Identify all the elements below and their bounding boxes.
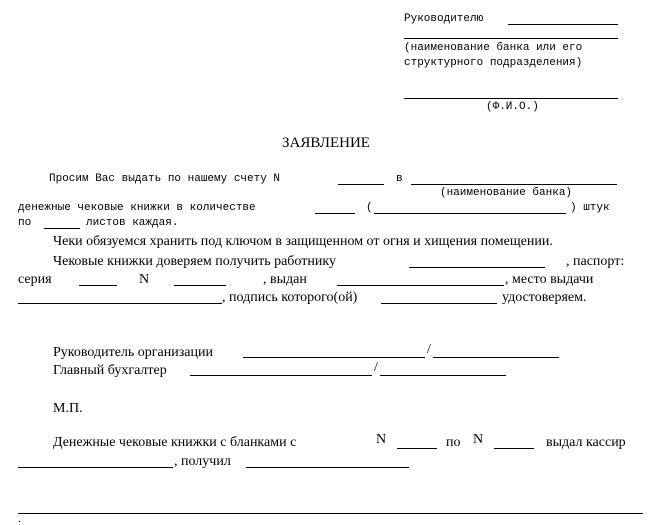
footer-dot: .: [18, 511, 21, 525]
passport-label: , паспорт:: [566, 254, 625, 269]
passport-number-field[interactable]: [174, 285, 226, 286]
passport-n-label: N: [139, 272, 150, 287]
sheets-field[interactable]: [44, 228, 80, 229]
signature-field[interactable]: [381, 303, 497, 304]
received-label: , получил: [174, 454, 231, 469]
account-number-field[interactable]: [338, 184, 384, 185]
head-name-field[interactable]: [508, 24, 618, 25]
cashier-field[interactable]: [18, 467, 173, 468]
fio-hint: (Ф.И.О.): [486, 101, 539, 113]
received-field[interactable]: [246, 467, 409, 468]
issue-n-from: N: [376, 432, 387, 447]
footer-divider: [18, 513, 643, 514]
paren-close-pieces: ) штук: [570, 202, 610, 214]
accountant-name-field[interactable]: [380, 375, 506, 376]
cashier-label: выдал кассир: [546, 435, 626, 450]
blank-from-field[interactable]: [397, 448, 437, 449]
request-in-word: в: [396, 173, 403, 185]
head-signature-field[interactable]: [243, 357, 425, 358]
accountant-signature-label: Главный бухгалтер: [53, 363, 167, 378]
quantity-field[interactable]: [315, 213, 355, 214]
bank-name-hint-2: структурного подразделения): [404, 57, 583, 69]
place-field[interactable]: [18, 303, 222, 304]
signature-label: , подпись которого(ой): [222, 290, 358, 305]
request-line3-text: листов каждая.: [86, 217, 179, 229]
seria-label: серия: [18, 272, 52, 287]
page-title: ЗАЯВЛЕНИЕ: [282, 135, 370, 151]
issue-n-to: N: [473, 432, 484, 447]
issued-label: , выдан: [263, 272, 307, 287]
certify-label: удостоверяем.: [502, 290, 587, 305]
bank-name-field[interactable]: [404, 38, 618, 39]
head-slash: /: [427, 342, 431, 357]
bank-hint: (наименование банка): [440, 187, 573, 199]
issue-po: по: [446, 435, 461, 450]
storage-text: Чеки обязуемся хранить под ключом в защищенном от огня и хищения помещении.: [53, 234, 553, 249]
issued-by-field[interactable]: [337, 285, 504, 286]
accountant-signature-field[interactable]: [190, 375, 372, 376]
issue-line1-text: Денежные чековые книжки с бланками с: [53, 435, 297, 450]
request-line1-text: Просим Вас выдать по нашему счету N: [49, 173, 281, 185]
header-to-label: Руководителю: [404, 13, 484, 25]
stamp-label: М.П.: [53, 401, 83, 416]
seria-field[interactable]: [79, 285, 117, 286]
trust-line1: Чековые книжки доверяем получить работнику: [53, 254, 336, 269]
blank-to-field[interactable]: [494, 448, 534, 449]
quantity-words-field[interactable]: [374, 213, 566, 214]
bank-field[interactable]: [411, 184, 617, 185]
head-signature-label: Руководитель организации: [53, 345, 213, 360]
fio-field[interactable]: [404, 98, 618, 99]
accountant-slash: /: [374, 360, 378, 375]
request-line2-text: денежные чековые книжки в количестве: [18, 202, 256, 214]
paren-open: (: [366, 202, 373, 214]
employee-field[interactable]: [409, 267, 545, 268]
place-label: , место выдачи: [505, 272, 594, 287]
bank-name-hint-1: (наименование банка или его: [404, 42, 583, 54]
head-name-sign-field[interactable]: [433, 357, 559, 358]
request-po: по: [18, 217, 32, 229]
